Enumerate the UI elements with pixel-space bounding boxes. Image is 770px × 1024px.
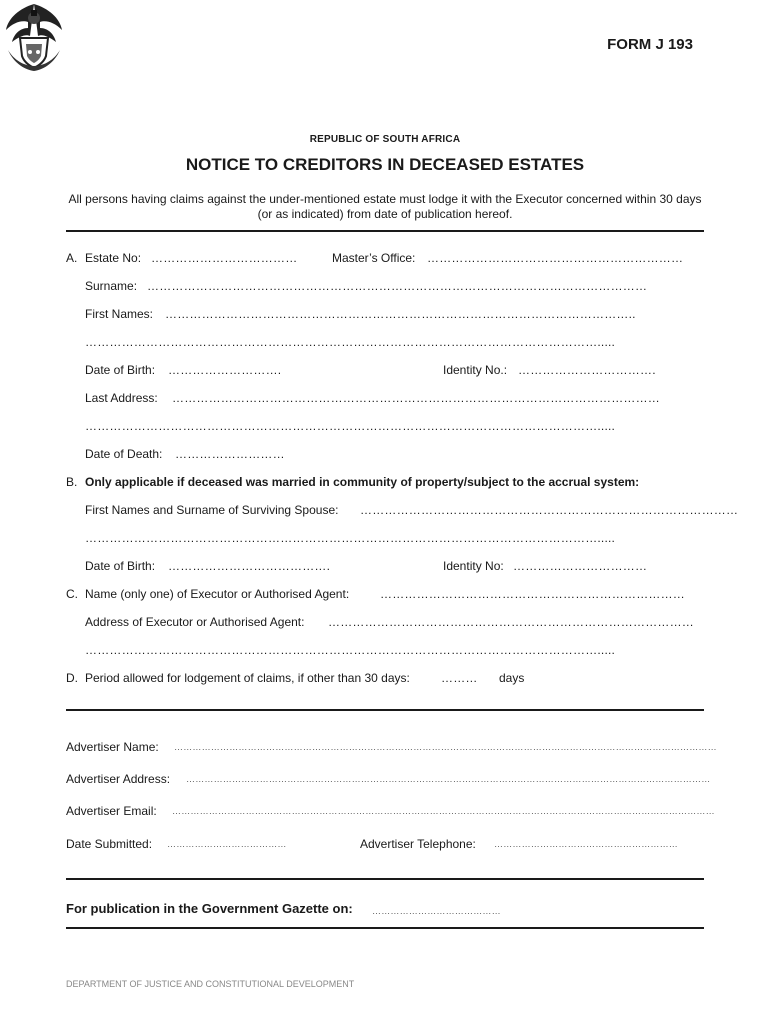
- date-of-birth-field[interactable]: ……………………….: [168, 363, 282, 377]
- section-c-marker: C.: [66, 587, 78, 601]
- period-label: Period allowed for lodgement of claims, if other than 30 days:: [85, 671, 410, 685]
- estate-no-label: Estate No:: [85, 251, 142, 265]
- surname-field[interactable]: ……………………………………………………………………………………………………………: [147, 279, 648, 293]
- advertiser-telephone-label: Advertiser Telephone:: [360, 837, 476, 851]
- spouse-field[interactable]: …………………………………………………………………………………: [360, 503, 739, 517]
- section-b-heading: Only applicable if deceased was married in community of property/subject to the accrual system:: [85, 475, 640, 489]
- divider: [66, 927, 704, 929]
- identity-no-label: Identity No.:: [443, 363, 508, 377]
- last-address-field[interactable]: …………………………………………………………………………………………………………: [172, 391, 660, 405]
- advertiser-email-field[interactable]: ……………………………………………………………………………………………………………………………………………………………: [172, 806, 715, 816]
- coat-of-arms-icon: [0, 0, 68, 72]
- section-d-marker: D.: [66, 671, 78, 685]
- advertiser-name-label: Advertiser Name:: [66, 740, 159, 754]
- first-names-field-continued[interactable]: ……………………………………………………………………………………………………………….....: [85, 335, 616, 349]
- identity-no-field[interactable]: …………………………….: [518, 363, 656, 377]
- advertiser-address-label: Advertiser Address:: [66, 772, 171, 786]
- section-a-marker: A.: [66, 251, 78, 265]
- executor-address-label: Address of Executor or Authorised Agent:: [85, 615, 305, 629]
- first-names-field[interactable]: ……………………………………………………………………………………………………..: [165, 307, 636, 321]
- form-number: FORM J 193: [607, 36, 693, 53]
- masters-office-field[interactable]: ………………………………………………………: [427, 251, 684, 265]
- advertiser-name-field[interactable]: ……………………………………………………………………………………………………………………………………………………………: [174, 742, 717, 752]
- executor-address-field-continued[interactable]: ……………………………………………………………………………………………………………….....: [85, 643, 616, 657]
- date-of-death-label: Date of Death:: [85, 447, 163, 461]
- executor-field[interactable]: …………………………………………………………………: [380, 587, 685, 601]
- date-of-birth-label: Date of Birth:: [85, 363, 156, 377]
- section-b-marker: B.: [66, 475, 78, 489]
- publication-date-field[interactable]: ……………………………………: [372, 906, 501, 916]
- department-footer: DEPARTMENT OF JUSTICE AND CONSTITUTIONAL DEVELOPMENT: [66, 979, 355, 989]
- spouse-identity-no-field[interactable]: ……………………………: [513, 559, 648, 573]
- spouse-date-of-birth-label: Date of Birth:: [85, 559, 156, 573]
- last-address-label: Last Address:: [85, 391, 158, 405]
- divider: [66, 230, 704, 232]
- masters-office-label: Master’s Office:: [332, 251, 416, 265]
- page-title: NOTICE TO CREDITORS IN DECEASED ESTATES: [185, 155, 585, 174]
- republic-heading: REPUBLIC OF SOUTH AFRICA: [309, 134, 461, 145]
- executor-label: Name (only one) of Executor or Authorised Agent:: [85, 587, 350, 601]
- publication-label: For publication in the Government Gazette on:: [66, 901, 353, 916]
- date-of-death-field[interactable]: ………………………: [175, 447, 285, 461]
- spouse-identity-no-label: Identity No:: [443, 559, 504, 573]
- first-names-label: First Names:: [85, 307, 154, 321]
- estate-no-field[interactable]: ………………………………: [151, 251, 298, 265]
- date-submitted-label: Date Submitted:: [66, 837, 153, 851]
- date-submitted-field[interactable]: …………………………………: [167, 839, 287, 849]
- spouse-field-continued[interactable]: ……………………………………………………………………………………………………………….....: [85, 531, 616, 545]
- divider: [66, 878, 704, 880]
- last-address-field-continued[interactable]: ……………………………………………………………………………………………………………….....: [85, 419, 616, 433]
- days-label: days: [499, 671, 525, 685]
- intro-text: All persons having claims against the under-mentioned estate must lodge it with the Executor concerned within 30 days (or as indicated) from date of publication hereof.: [68, 192, 702, 221]
- executor-address-field[interactable]: ………………………………………………………………………………: [328, 615, 694, 629]
- advertiser-email-label: Advertiser Email:: [66, 804, 157, 818]
- advertiser-telephone-field[interactable]: ……………………………………………………: [494, 839, 678, 849]
- spouse-label: First Names and Surname of Surviving Spouse:: [85, 503, 339, 517]
- period-field[interactable]: ………: [441, 671, 478, 685]
- surname-label: Surname:: [85, 279, 138, 293]
- divider: [66, 709, 704, 711]
- advertiser-address-field[interactable]: ………………………………………………………………………………………………………………………………………………………: [186, 774, 711, 784]
- spouse-date-of-birth-field[interactable]: ………………………………….: [168, 559, 331, 573]
